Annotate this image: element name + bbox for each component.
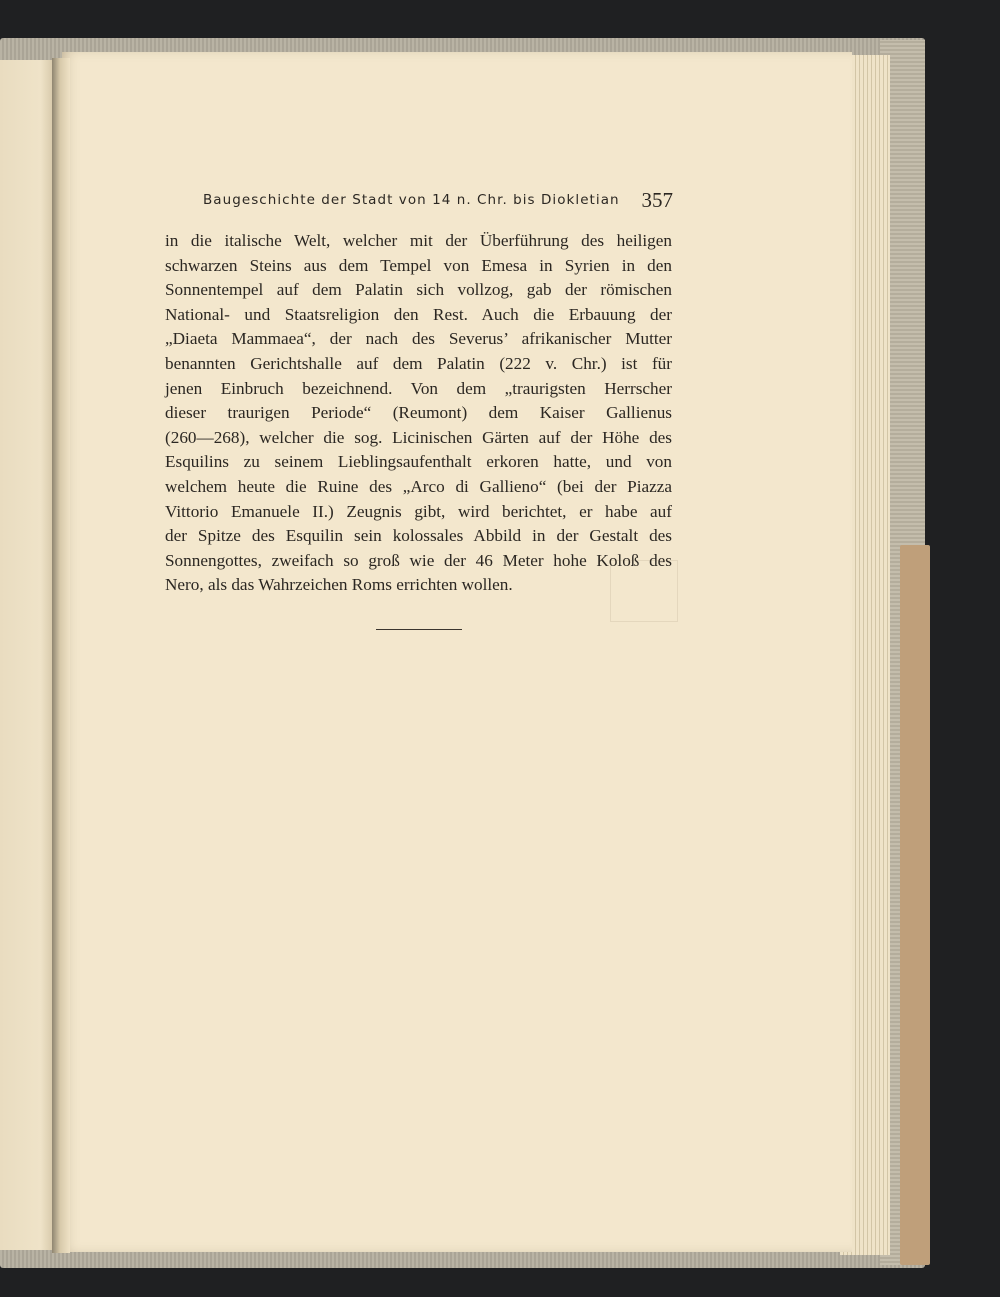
- text-line: in die italische Welt, welcher mit der Überführung des heiligen: [165, 231, 672, 250]
- section-divider: [376, 629, 462, 630]
- show-through-mark: [610, 560, 678, 622]
- text-line: National- und Staatsreligion den Rest. Auch die Erbauung der: [165, 304, 672, 324]
- left-page: [0, 60, 58, 1250]
- text-line: schwarzen Steins aus dem Tempel von Emesa in Syrien in den: [165, 255, 672, 275]
- text-line: „Diaeta Mammaea“, der nach des Severus’ afrikanischer Mutter: [165, 329, 672, 349]
- book-cover-flap: [900, 545, 930, 1265]
- text-line: Sonnentempel auf dem Palatin sich vollzog, gab der römischen: [165, 280, 672, 300]
- text-line: Sonnengottes, zweifach so groß wie der 46 Meter hohe Koloß des: [165, 550, 672, 570]
- text-line: (260—268), welcher die sog. Licinischen Gärten auf der Höhe des: [165, 427, 672, 447]
- text-line: der Spitze des Esquilin sein kolossales Abbild in der Gestalt des: [165, 526, 672, 546]
- text-line: dieser traurigen Periode“ (Reumont) dem Kaiser Gallienus: [165, 403, 672, 423]
- text-line: welchem heute die Ruine des „Arco di Gallieno“ (bei der Piazza: [165, 476, 672, 496]
- text-line: benannten Gerichtshalle auf dem Palatin (222 v. Chr.) ist für: [165, 353, 672, 373]
- text-line: Esquilins zu seinem Lieblingsaufenthalt erkoren hatte, und von: [165, 452, 672, 472]
- text-line-last: Nero, als das Wahrzeichen Roms errichten wollen.: [165, 575, 513, 595]
- page-number: 357: [641, 188, 673, 212]
- page-header: [203, 188, 673, 218]
- body-text: [165, 229, 672, 598]
- page-gutter: [52, 58, 70, 1253]
- text-line: Vittorio Emanuele II.) Zeugnis gibt, wird berichtet, er habe auf: [165, 501, 672, 521]
- text-line: jenen Einbruch bezeichnend. Von dem „traurigsten Herrscher: [165, 378, 672, 398]
- running-title: Baugeschichte der Stadt von 14 n. Chr. bis Diokletian: [203, 192, 620, 208]
